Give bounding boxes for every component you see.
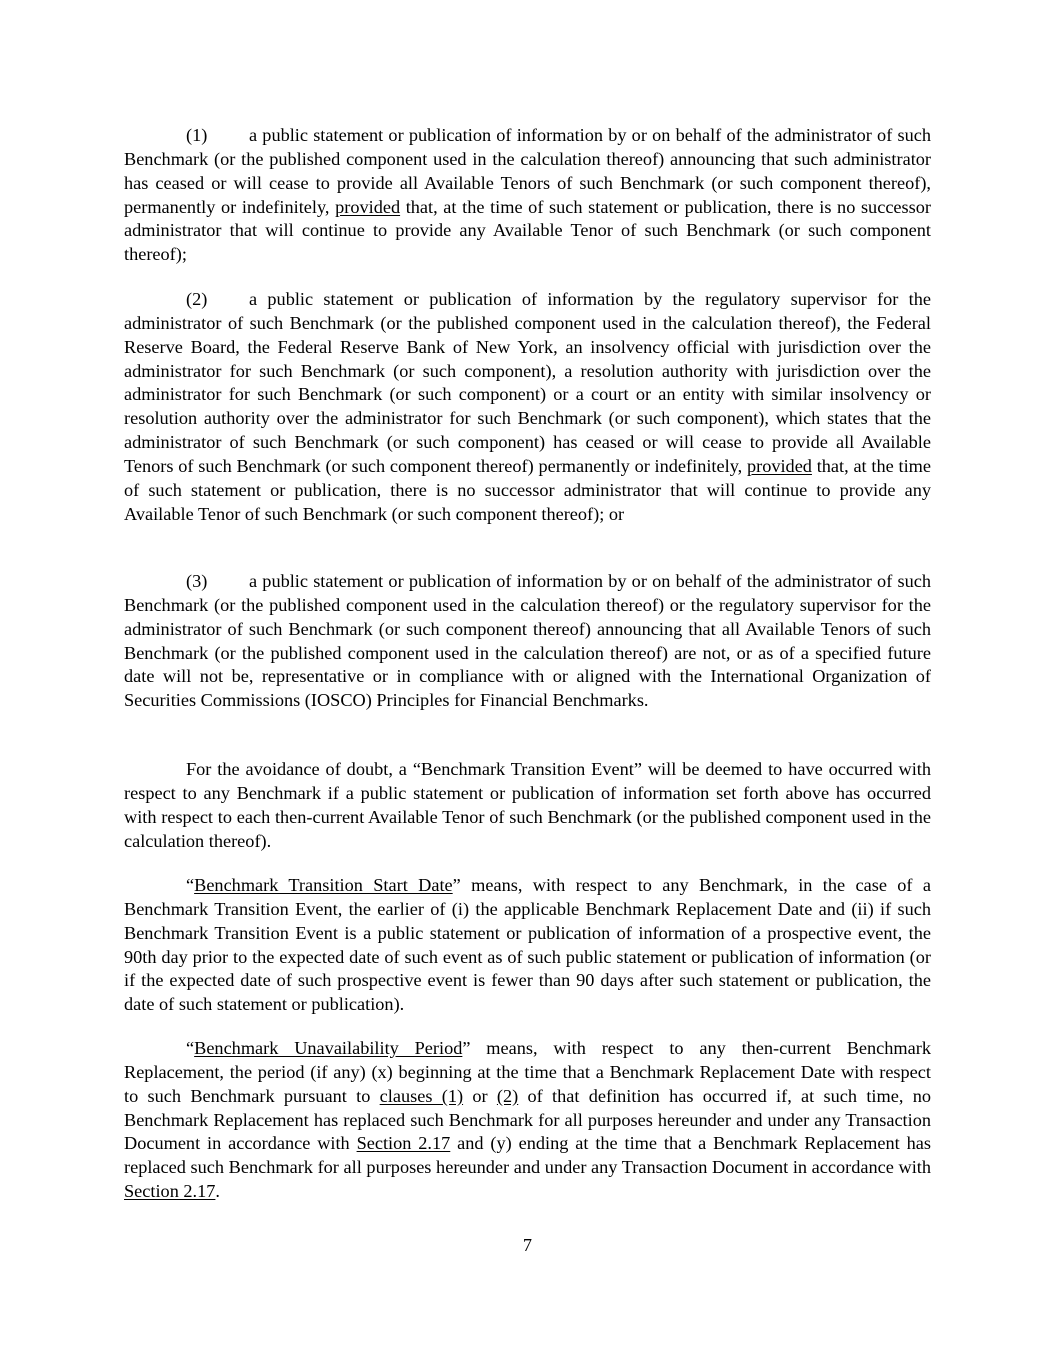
paragraph-clause-2: (2) a public statement or publication of information by the regulatory supervisor for the administrator of such Benchmark (or the published component used in the calculation thereof), the Federal Reserve Board, the Federal Reserve Bank of New York, an insolvency official with jurisdiction over the administrator for such Benchmark (or such component), a resolution authority with jurisdiction over the administrator for such Benchmark (or such component) or a court or an entity with similar insolvency or resolution authority over the administrator for such Benchmark (or such component), which states that the administrator of such Benchmark (or such component) has ceased or will cease to provide all Available Tenors of such Benchmark (or such component thereof) permanently or indefinitely, provided that, at the time of such statement or publication, there is no successor administrator that will continue to provide any Available Tenor of such Benchmark (or such component thereof); or: [124, 289, 931, 524]
paragraph-clause-1: (1) a public statement or publication of information by or on behalf of the administrator of such Benchmark (or the published component used in the calculation thereof) announcing that such administrator has ceased or will cease to provide all Available Tenors of such Benchmark (or such component thereof), permanently or indefinitely, provided that, at the time of such statement or publication, there is no successor administrator that will continue to provide any Available Tenor of such Benchmark (or such component thereof);: [124, 125, 931, 265]
paragraph-avoidance-of-doubt: For the avoidance of doubt, a “Benchmark Transition Event” will be deemed to have occurred with respect to any Benchmark if a public statement or publication of information set forth above has occurred with respect to each then-current Available Tenor of such Benchmark (or the published component used in the calculation thereof).: [124, 759, 931, 851]
section-reference: Section 2.17: [356, 1133, 451, 1154]
section-reference: Section 2.17: [124, 1181, 216, 1202]
clause-1-reference: clauses (1): [379, 1085, 464, 1106]
paragraph-clause-3: (3) a public statement or publication of information by or on behalf of the administrator of such Benchmark (or the published component used in the calculation thereof) or the regulatory supervisor for the administrator of such Benchmark (or such component thereof) announcing that all Available Tenors of such Benchmark (or the published component used in the calculation thereof) are not, or as of a specified future date will not be, representative or in compliance with or aligned with the International Organization of Securities Commissions (IOSCO) Principles for Financial Benchmarks.: [124, 571, 931, 711]
paragraph-transition-start-date: “Benchmark Transition Start Date” means, with respect to any Benchmark, in the case of a Benchmark Transition Event, the earlier of (i) the applicable Benchmark Replacement Date and (ii) if such Benchmark Transition Event is a public statement or publication of information of a prospective event, the 90th day prior to the expected date of such event as of such public statement or publication of information (or if the expected date of such prospective event is fewer than 90 days after such statement or publication, the date of such statement or publication).: [124, 875, 931, 1015]
clause-number: (1): [186, 125, 208, 145]
provided-term: provided: [335, 196, 401, 217]
clause-number: (3): [186, 571, 208, 591]
paragraph-unavailability-period: “Benchmark Unavailability Period” means, with respect to any then-current Benchmark Replacement, the period (if any) (x) beginning at the time that a Benchmark Replacement Date with respect to such Benchmark pursuant to clauses (1) or (2) of that definition has occurred if, at such time, no Benchmark Replacement has replaced such Benchmark for all purposes hereunder and under any Transaction Document in accordance with Section 2.17 and (y) ending at the time that a Benchmark Replacement has replaced such Benchmark for all purposes hereunder and under any Transaction Document in accordance with Section 2.17.: [124, 1038, 931, 1202]
defined-term: Benchmark Unavailability Period: [194, 1038, 463, 1058]
provided-term: provided: [746, 455, 812, 476]
defined-term: Benchmark Transition Start Date: [194, 875, 453, 895]
page-number: 7: [522, 1235, 533, 1255]
clause-2-reference: (2): [496, 1085, 519, 1106]
clause-number: (2): [186, 289, 208, 309]
